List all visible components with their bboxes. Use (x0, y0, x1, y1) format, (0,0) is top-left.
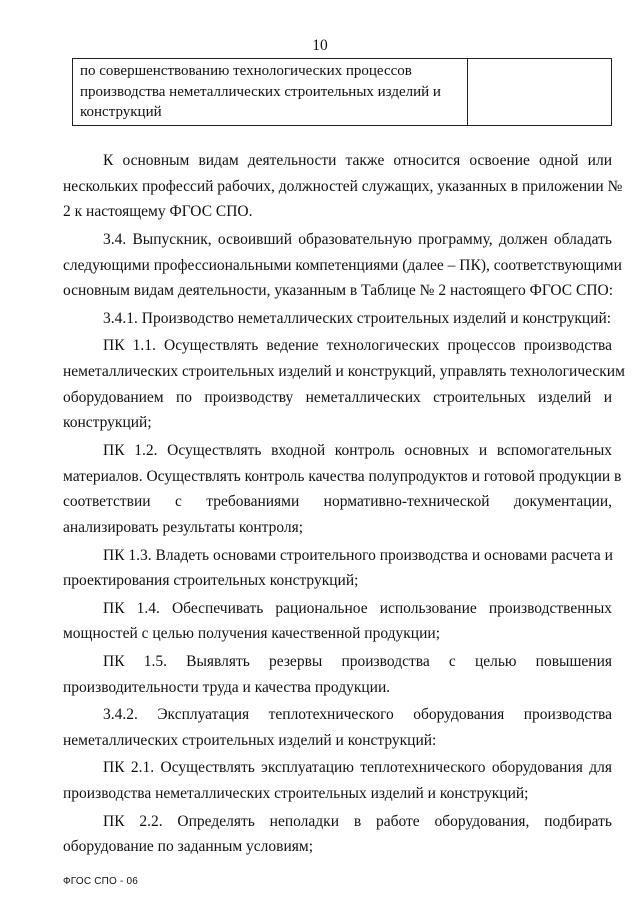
paragraph-pk-2-1 (63, 755, 612, 806)
paragraph-line: соответствии с требованиями нормативно-технической документации, (63, 493, 612, 511)
table-row (73, 59, 612, 126)
paragraph-3-4-2 (63, 702, 612, 753)
table-cell-empty (468, 59, 612, 126)
footer-doc-code: ФГОС СПО - 06 (63, 876, 139, 887)
table-cell-line: по совершенствованию технологических процессов (80, 63, 412, 79)
paragraph-line: ПК 1.5. Выявлять резервы производства с целью повышения (103, 652, 612, 670)
table-cell-line: конструкций (80, 104, 162, 120)
paragraph-line: 3.4.2. Эксплуатация теплотехнического оборудования производства (103, 706, 612, 724)
paragraph-line: 2 к настоящему ФГОС СПО. (63, 203, 253, 221)
paragraph-3-4-1 (63, 306, 612, 332)
paragraph-line: ПК 1.1. Осуществлять ведение технологических процессов производства (103, 337, 612, 355)
paragraph-line: ПК 1.3. Владеть основами строительного производства и основами расчета и (103, 546, 613, 564)
paragraph-line: ПК 2.2. Определять неполадки в работе оборудования, подбирать (103, 812, 612, 830)
paragraph-line: ПК 1.4. Обеспечивать рациональное использование производственных (103, 599, 612, 617)
paragraph-line: материалов. Осуществлять контроль качества полупродуктов и готовой продукции в (63, 467, 622, 485)
paragraph-line: неметаллических строительных изделий и конструкций, управлять технологическим (63, 363, 625, 381)
paragraph-line: 3.4.1. Производство неметаллических строительных изделий и конструкций: (103, 309, 612, 327)
paragraph-line: следующими профессиональными компетенциями (далее – ПК), соответствующими (63, 256, 622, 274)
page-number: 10 (312, 37, 328, 54)
paragraph-line: проектирования строительных конструкций; (63, 572, 359, 590)
paragraph-pk-2-2 (63, 809, 612, 860)
paragraph-line: производства неметаллических строительных изделий и конструкций; (63, 785, 529, 803)
paragraph-line: ПК 2.1. Осуществлять эксплуатацию теплотехнического оборудования для (103, 759, 612, 777)
paragraph-line: конструкций; (63, 414, 152, 432)
paragraph-line: оборудованием по производству неметаллических строительных изделий и (63, 388, 612, 406)
paragraph-line: основным видам деятельности, указанным в Таблице № 2 настоящего ФГОС СПО: (63, 282, 614, 300)
continued-table (72, 58, 612, 126)
paragraph-line: производительности труда и качества продукции. (63, 678, 391, 696)
paragraph-pk-1-5 (63, 649, 612, 700)
paragraph-pk-1-3 (63, 543, 612, 594)
table-cell-line: производства неметаллических строительных изделий и (80, 83, 441, 100)
paragraph-line: нескольких профессий рабочих, должностей служащих, указанных в приложении № (63, 177, 623, 195)
paragraph-line: 3.4. Выпускник, освоивший образовательную программу, должен обладать (103, 230, 612, 248)
paragraph-line: неметаллических строительных изделий и конструкций: (63, 731, 437, 749)
paragraph-line: анализировать результаты контроля; (63, 519, 304, 537)
paragraph-line: оборудование по заданным условиям; (63, 838, 314, 856)
paragraph-pk-1-2 (63, 438, 622, 541)
paragraph-pk-1-4 (63, 596, 612, 647)
paragraph-main-activities (63, 148, 623, 225)
paragraph-line: мощностей с целью получения качественной продукции; (63, 625, 441, 643)
paragraph-line: ПК 1.2. Осуществлять входной контроль основных и вспомогательных (103, 441, 612, 459)
paragraph-3-4 (63, 227, 622, 304)
table-cell-activity (73, 59, 468, 126)
document-body (63, 148, 625, 860)
paragraph-line: К основным видам деятельности также относится освоение одной или (103, 152, 612, 169)
paragraph-pk-1-1 (63, 333, 625, 436)
